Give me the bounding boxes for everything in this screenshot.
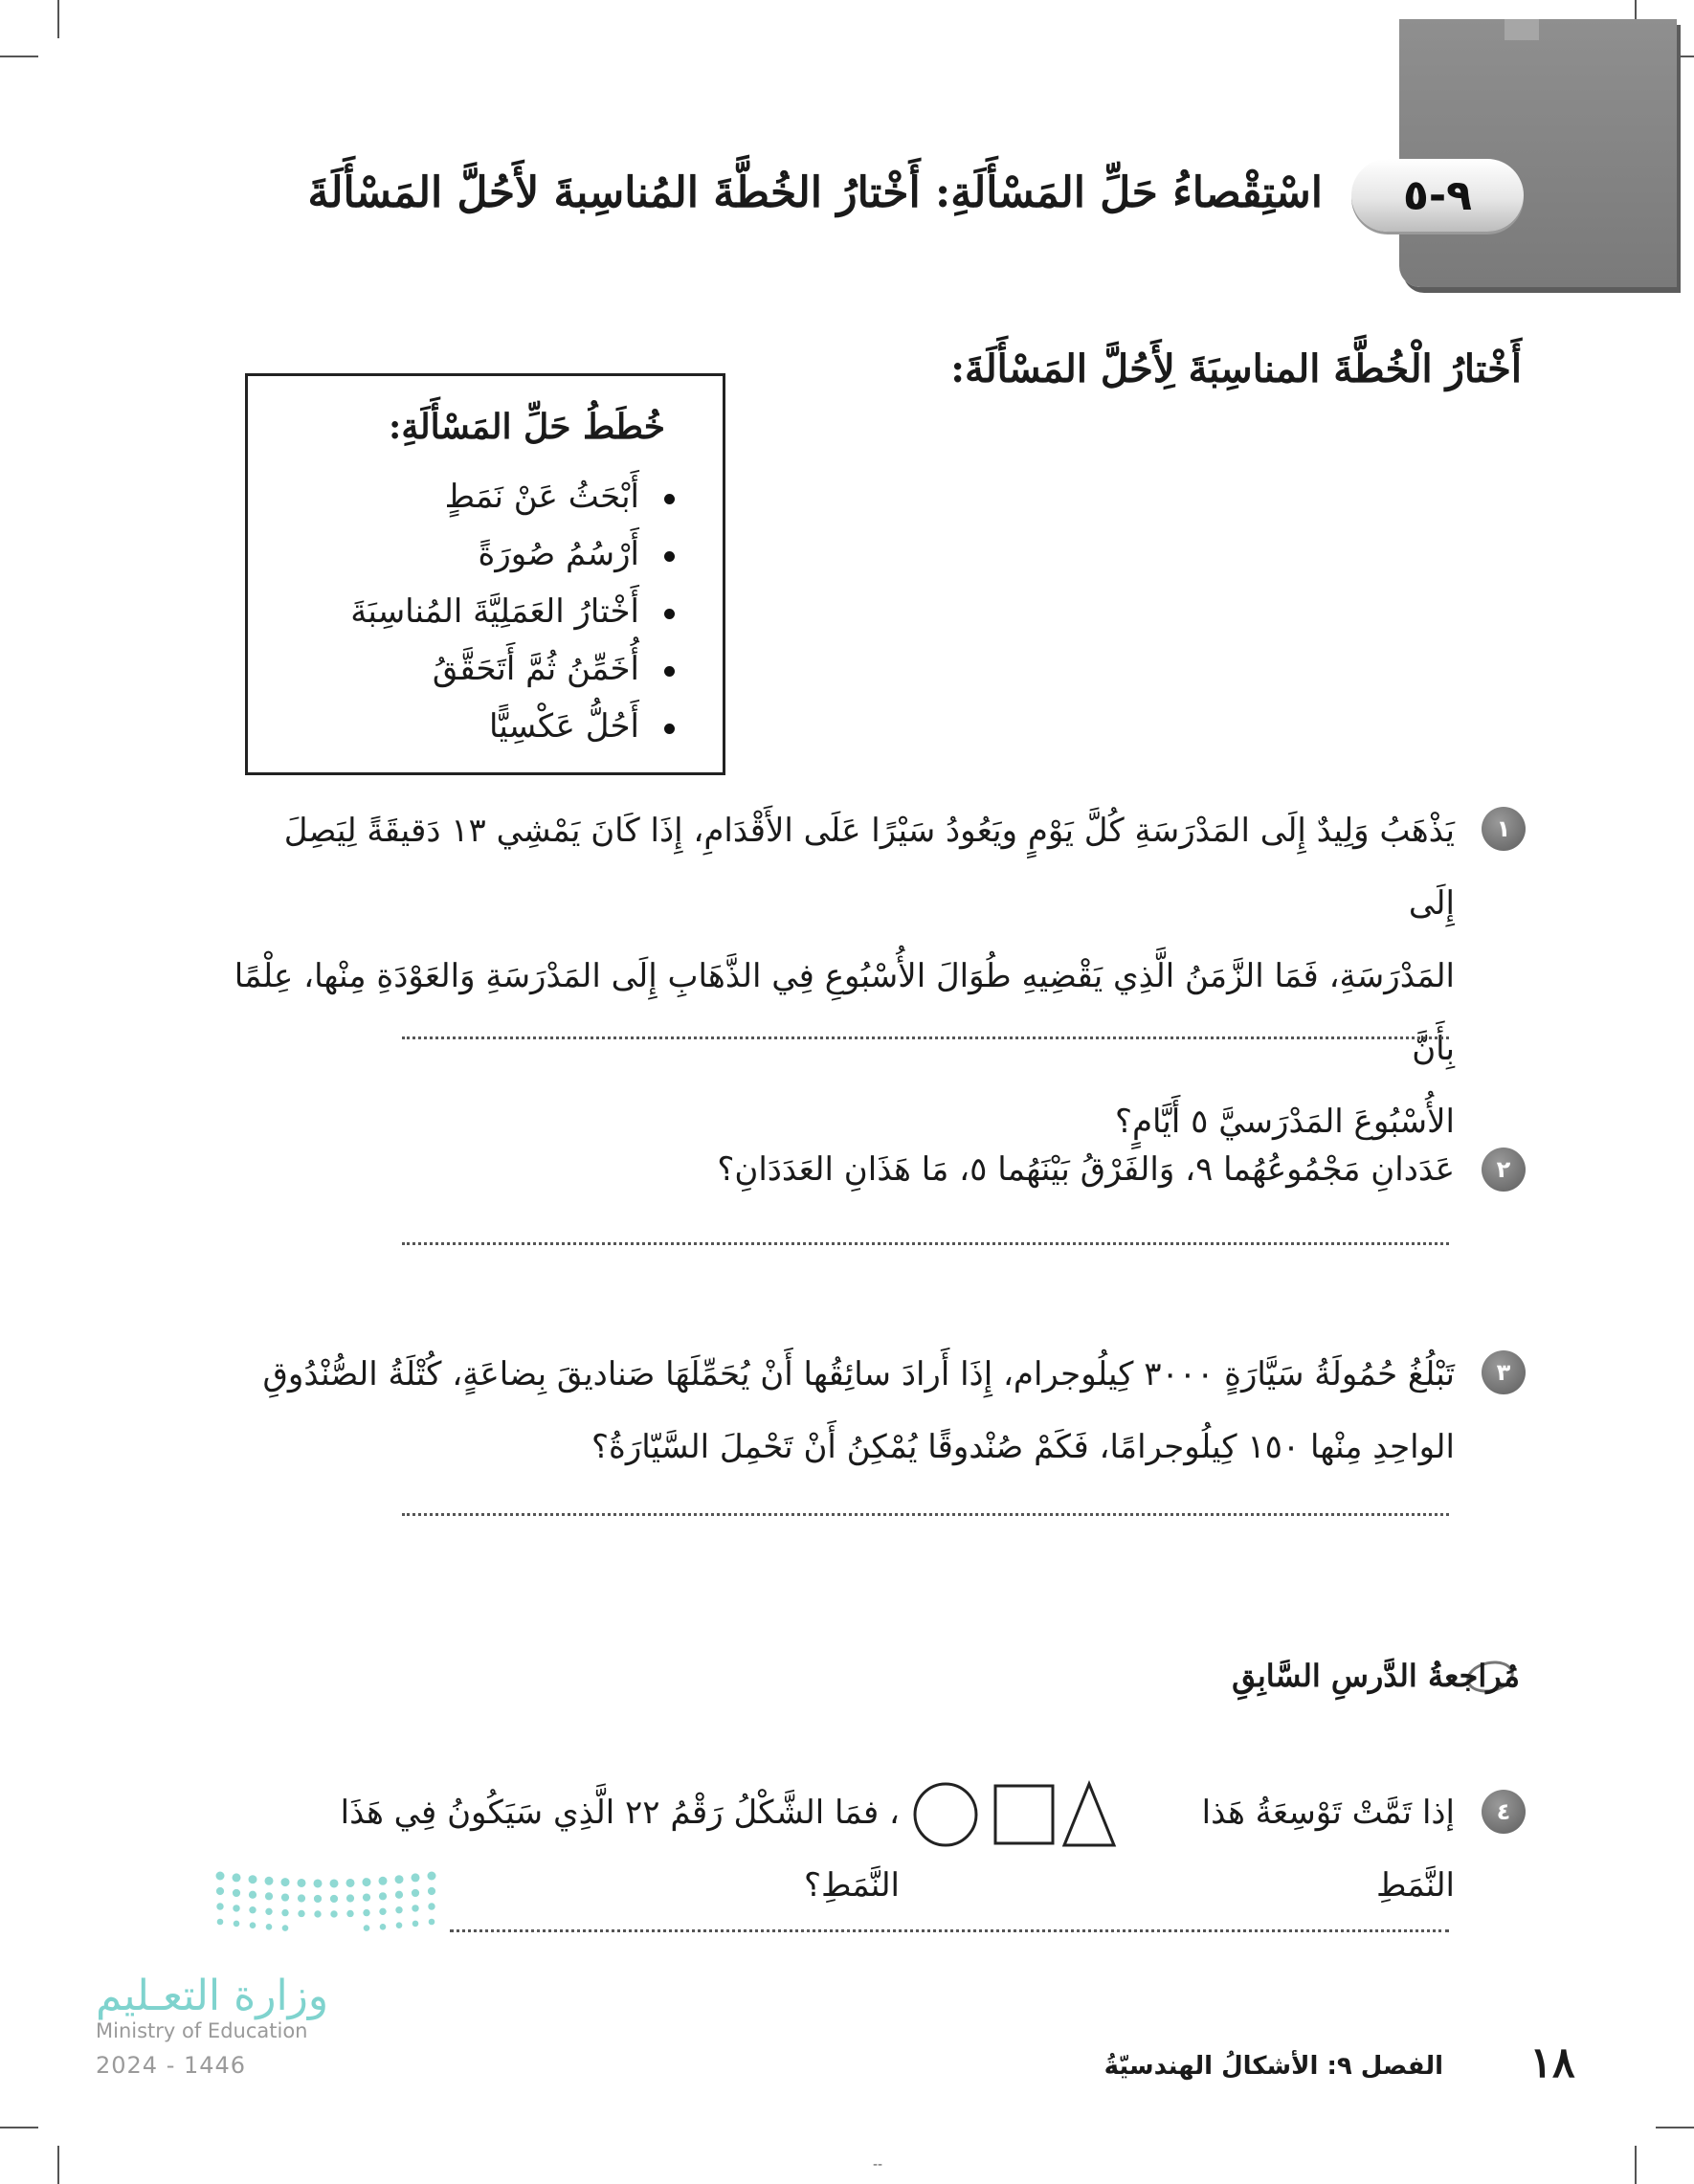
problem-number-badge: ٣: [1482, 1350, 1526, 1394]
section-heading: أَخْتارُ الْخُطَّةَ المناسِبَةَ لِأَحُلَّ المَسْأَلَةَ:: [950, 346, 1522, 391]
logo-dot: [428, 1872, 436, 1881]
logo-dot: [379, 1877, 388, 1885]
crop-mark: [1635, 2146, 1637, 2184]
ministry-logo-english: Ministry of Education: [96, 2019, 308, 2042]
pattern-shapes: [909, 1776, 1120, 1853]
logo-dot: [314, 1879, 323, 1887]
problem-1-text: [230, 794, 1455, 1158]
answer-line[interactable]: [402, 1036, 1449, 1039]
logo-dot: [249, 1875, 257, 1883]
bullet-icon: [664, 724, 675, 734]
logo-dot: [265, 1892, 273, 1900]
list-item: أُخَمِّنُ ثُمَّ أَتَحَقَّقُ: [273, 640, 675, 698]
problem-4-text-before: إذا تَمَّتْ تَوْسِعَةُ هَذا النَّمَطِ: [1201, 1794, 1455, 1905]
logo-dot: [234, 1921, 240, 1928]
ministry-logo-year: 2024 - 1446: [96, 2052, 247, 2079]
problem-number-badge: ٢: [1482, 1148, 1526, 1192]
crop-mark: [0, 2127, 38, 2128]
logo-dot: [395, 1891, 403, 1899]
logo-dot: [282, 1925, 289, 1931]
ministry-logo-arabic: وزارة التعـليم: [96, 1972, 329, 2020]
logo-dot: [395, 1906, 402, 1913]
problem-line: يَذْهَبُ وَلِيدٌ إِلَى المَدْرَسَةِ كُلَّ يَوْمٍ ويَعُودُ سَيْرًا عَلَى الأَقْدَامِ، إِذَا كَانَ يَمْشِي ١٣ دَقيقَةً لِيَصِلَ إِلَى: [283, 812, 1455, 923]
lesson-title: اسْتِقْصاءُ حَلِّ المَسْأَلَةِ: أَخْتارُ الخُطَّةَ المُناسِبةَ لأَحُلَّ المَسْأَلَةَ: [307, 168, 1323, 217]
logo-dot: [314, 1895, 322, 1903]
page-number: ١٨: [1529, 2039, 1575, 2087]
strategies-title: خُطَطُ حَلِّ المَسْأَلَةِ:: [389, 407, 665, 447]
chapter-tab: [1399, 19, 1677, 287]
logo-dot: [298, 1910, 304, 1917]
logo-dot: [266, 1924, 273, 1930]
answer-line[interactable]: [402, 1513, 1449, 1516]
crop-mark: [57, 2146, 59, 2184]
logo-dot: [314, 1910, 321, 1917]
logo-dot: [281, 1909, 288, 1916]
triangle-shape: [1064, 1784, 1114, 1845]
logo-dot: [233, 1889, 240, 1897]
bullet-icon: [664, 494, 675, 504]
logo-dot: [298, 1894, 305, 1902]
logo-dot: [265, 1908, 272, 1915]
strategies-box: [245, 373, 725, 775]
list-item: أَبْحَثُ عَنْ نَمَطٍ: [273, 468, 675, 525]
logo-dot: [428, 1903, 435, 1909]
logo-dot: [216, 1872, 225, 1881]
list-item: أَخْتارُ العَمَلِيَّةَ المُناسِبَةَ: [273, 583, 675, 640]
logo-dot: [217, 1919, 224, 1926]
logo-dot: [265, 1877, 274, 1885]
logo-dot: [379, 1892, 387, 1900]
problem-number-badge: ١: [1482, 807, 1526, 851]
problem-line: عَدَدانِ مَجْمُوعُهُما ٩، وَالفَرْقُ بَيْنَهُما ٥، مَا هَذَانِ العَدَدَانِ؟: [717, 1150, 1455, 1189]
logo-dot: [346, 1910, 353, 1917]
logo-dot: [396, 1922, 403, 1928]
logo-dot: [363, 1909, 369, 1916]
problem-3-text: [230, 1338, 1455, 1483]
answer-line[interactable]: [402, 1242, 1449, 1245]
logo-dot: [216, 1887, 224, 1895]
crop-mark: [1656, 2127, 1694, 2128]
logo-dot: [330, 1895, 338, 1903]
logo-dot: [363, 1893, 370, 1901]
crop-mark: [0, 56, 38, 57]
problem-line: تَبْلُغُ حُمُولَةُ سَيَّارَةٍ ٣٠٠٠ كِيلُوجرام، إِذَا أَرادَ سائِقُها أَنْ يُحَمِّلَهَا صَناديقَ بِضاعَةٍ، كُتْلَةُ الصُّنْدُوقِ: [262, 1355, 1455, 1393]
logo-dot: [249, 1891, 256, 1899]
tab-corner: [1505, 19, 1539, 40]
logo-dot: [281, 1878, 290, 1886]
bullet-icon: [664, 666, 675, 677]
logo-dot: [233, 1873, 241, 1882]
list-item: أَحُلُّ عَكْسِيًّا: [273, 698, 675, 755]
logo-dot: [250, 1922, 256, 1928]
logo-dot: [364, 1925, 370, 1931]
logo-dot: [412, 1873, 420, 1882]
footer-chapter: الفصل ٩: الأشكالُ الهندسيّةُ: [1103, 2052, 1443, 2081]
square-shape: [995, 1786, 1053, 1843]
logo-dot: [233, 1905, 239, 1911]
answer-line[interactable]: [450, 1929, 1449, 1932]
logo-dot: [429, 1919, 435, 1926]
logo-dot: [380, 1924, 387, 1930]
crop-mark: [57, 0, 59, 38]
circle-shape: [915, 1784, 976, 1845]
logo-dot: [363, 1878, 371, 1886]
logo-dot: [298, 1879, 306, 1887]
problem-line: الأُسْبُوعَ المَدْرَسيَّ ٥ أَيَّامٍ؟: [1114, 1103, 1455, 1141]
logo-dot: [428, 1887, 435, 1895]
problem-line: الواحِدِ مِنْها ١٥٠ كِيلُوجرامًا، فَكَمْ صُنْدوقًا يُمْكِنُ أَنْ تَحْمِلَ السَّيّارَةُ؟: [591, 1428, 1455, 1466]
problem-number-badge: ٤: [1482, 1790, 1526, 1834]
review-heading: مُراجعةُ الدَّرسِ السَّابِقِ: [1232, 1658, 1520, 1694]
logo-dot: [216, 1903, 223, 1909]
list-item: أَرْسُمُ صُورَةً: [273, 525, 675, 583]
logo-dot: [346, 1879, 355, 1887]
logo-dot: [281, 1893, 289, 1901]
strategies-list: [273, 468, 675, 755]
logo-dot: [395, 1875, 404, 1883]
logo-dot: [249, 1906, 256, 1913]
bottom-mark: --: [873, 2157, 883, 2173]
ministry-logo-icon: [211, 1866, 450, 1943]
logo-dot: [379, 1908, 386, 1915]
problem-4-text-after: ، فمَا الشَّكْلُ رَقْمُ ٢٢ الَّذِي سَيَكُونُ فِي هَذَا النَّمَطِ؟: [340, 1794, 900, 1905]
problem-line: المَدْرَسَةِ، فَمَا الزَّمَنُ الَّذِي يَقْضِيهِ طُوَالَ الأُسْبُوعِ فِي الذَّهَابِ إِلَى المَدْرَسَةِ وَالعَوْدَةِ مِنْها، عِلْمًا بِأَنَّ: [234, 957, 1455, 1068]
logo-dot: [412, 1905, 418, 1911]
logo-dot: [330, 1910, 337, 1917]
logo-dot: [412, 1921, 419, 1928]
bullet-icon: [664, 551, 675, 562]
logo-dot: [330, 1879, 339, 1887]
bullet-icon: [664, 609, 675, 619]
logo-dot: [346, 1894, 354, 1902]
logo-dot: [412, 1889, 419, 1897]
problem-2-text: [230, 1133, 1455, 1206]
lesson-number-badge: ٩-٥: [1351, 159, 1524, 232]
